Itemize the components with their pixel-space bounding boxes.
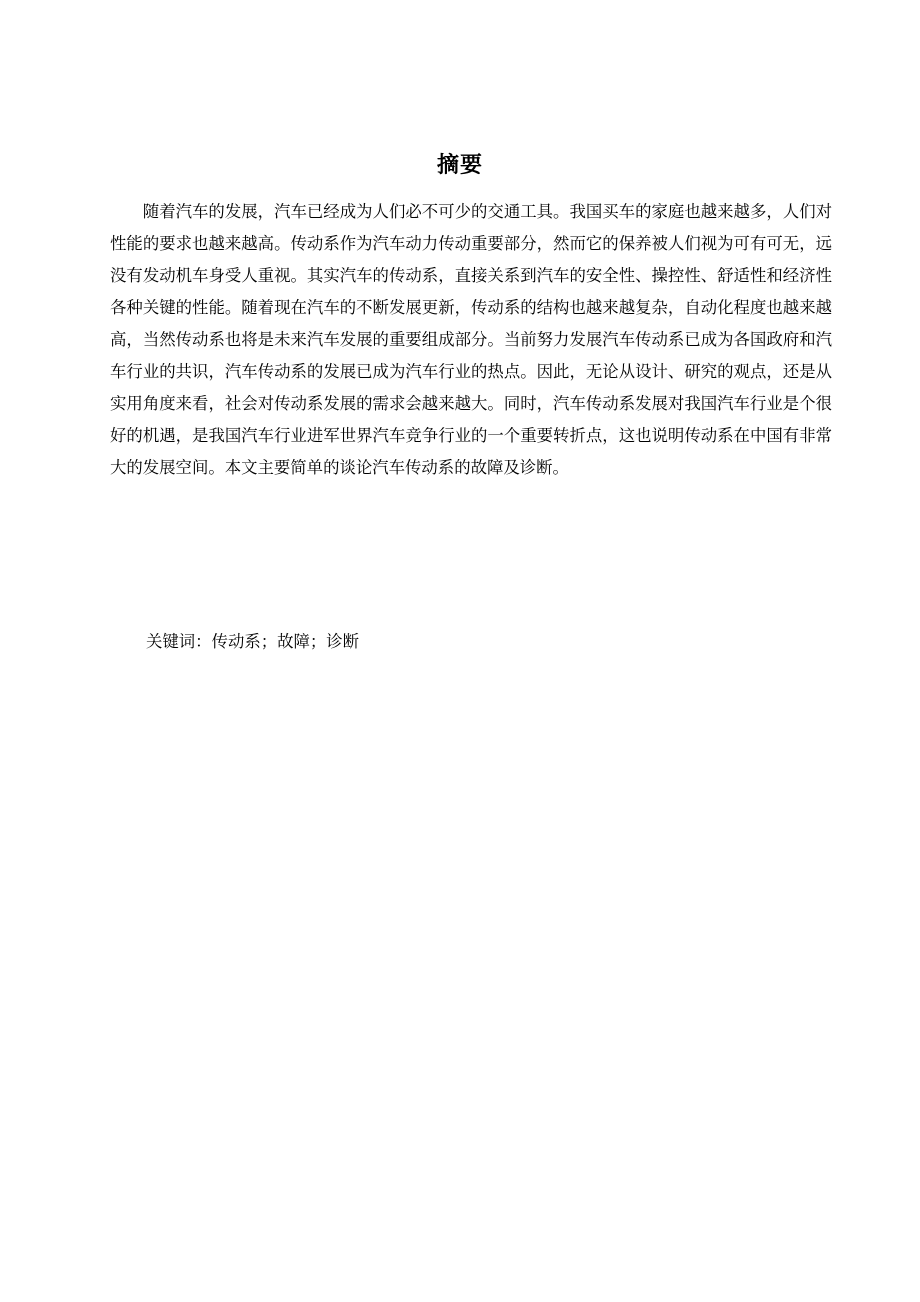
keywords-line: 关键词：传动系；故障；诊断 (146, 632, 360, 651)
abstract-title: 摘要 (436, 152, 483, 178)
abstract-paragraph: 随着汽车的发展，汽车已经成为人们必不可少的交通工具。我国买车的家庭也越来越多，人们对性能的要求也越来越高。传动系作为汽车动力传动重要部分，然而它的保养被人们视为可有可无，远没有发动机车身受人重视。其实汽车的传动系，直接关系到汽车的安全性、操控性、舒适性和经济性各种关键的性能。随着现在汽车的不断发展更新，传动系的结构也越来越复杂，自动化程度也越来越高，当然传动系也将是未来汽车发展的重要组成部分。当前努力发展汽车传动系已成为各国政府和汽车行业的共识，汽车传动系的发展已成为汽车行业的热点。因此，无论从设计、研究的观点，还是从实用角度来看，社会对传动系发展的需求会越来越大。同时，汽车传动系发展对我国汽车行业是个很好的机遇，是我国汽车行业进军世界汽车竞争行业的一个重要转折点，这也说明传动系在中国有非常大的发展空间。本文主要简单的谈论汽车传动系的故障及诊断。 (110, 202, 832, 477)
